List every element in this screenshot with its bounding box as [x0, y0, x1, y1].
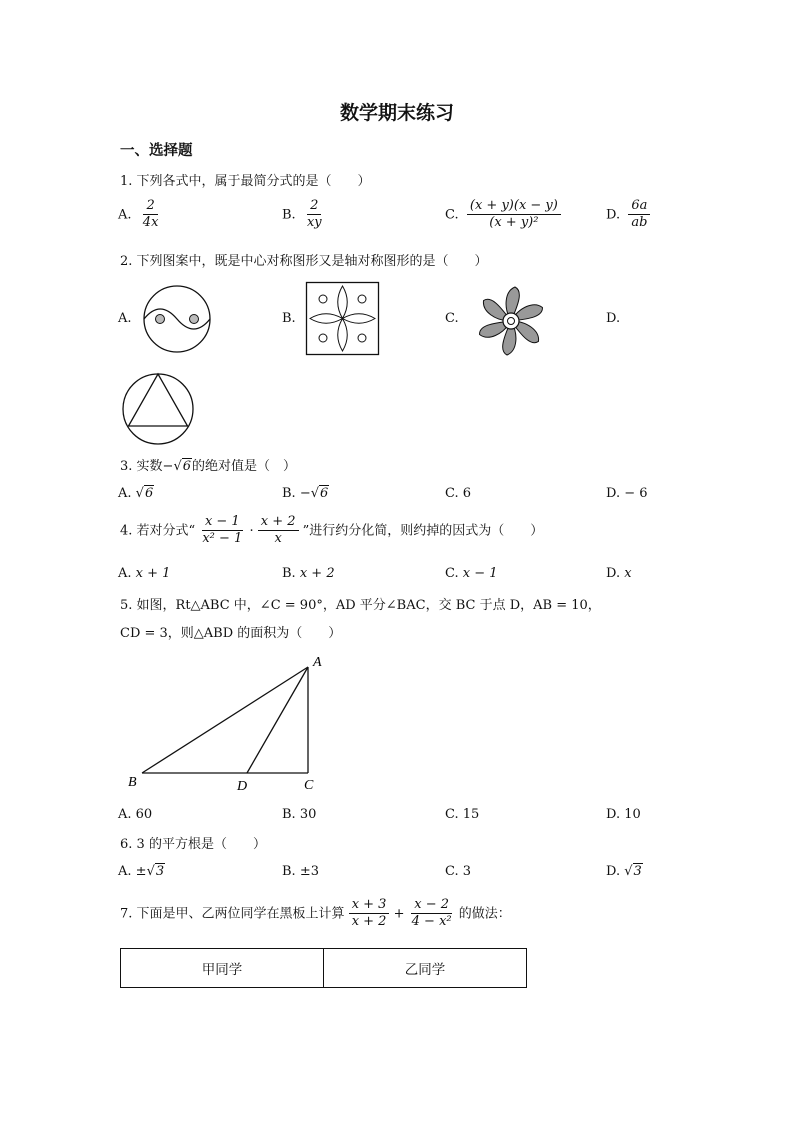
fraction: $\frac{x + 2}{x}$: [258, 515, 299, 547]
option-label: B.: [282, 207, 296, 223]
square-petals-icon: [306, 282, 380, 356]
comparison-table: [120, 948, 527, 988]
q4-option-d[interactable]: D. x: [606, 566, 632, 581]
yin-yang-icon: [143, 285, 211, 353]
table-header-student-b: 乙同学: [324, 949, 527, 988]
vertex-a-label: A: [313, 655, 322, 670]
fraction: $\frac{6a}{ab}$: [628, 199, 650, 231]
question-6-stem: 6. 3 的平方根是（ ）: [120, 837, 266, 852]
option-label: A.: [118, 207, 132, 223]
fraction: $\frac{2}{4x}$: [142, 198, 159, 231]
swirl-flower-icon: [472, 284, 550, 358]
sqrt: √6: [173, 459, 192, 474]
question-5-line2: CD = 3，则△ABD 的面积为（ ）: [120, 626, 342, 641]
q3-option-a[interactable]: A. √6: [118, 486, 154, 501]
q2-option-c[interactable]: C.: [445, 311, 459, 326]
option-label: D.: [606, 207, 621, 223]
fraction: $\frac{x - 1}{\text{x² − 1}}$: [202, 514, 243, 547]
q4-option-b[interactable]: B. x + 2: [282, 566, 335, 581]
question-1-stem: 1. 下列各式中，属于最简分式的是（ ）: [120, 174, 371, 189]
circle-triangle-icon: [122, 373, 194, 445]
fraction: $\frac{x - 2}{\text{4 − x²}}$: [411, 897, 452, 930]
question-3-stem: 3. 实数−√6的绝对值是（ ）: [120, 459, 297, 474]
vertex-b-label: B: [128, 775, 137, 790]
question-7-stem: 7. 下面是甲、乙两位同学在黑板上计算 $\frac{x + 3}{x + 2}$ + $\frac{x - 2}{\text{4 − x²}}$ 的做法：: [120, 897, 511, 930]
question-4-stem: 4. 若对分式“ $\frac{x - 1}{\text{x² − 1}}$ · $\frac{x + 2}{x}$ ”进行约分化简，则约掉的因式为（ ）: [120, 514, 544, 547]
q5-option-d[interactable]: D. 10: [606, 807, 641, 822]
q6-option-b[interactable]: B. ±3: [282, 864, 319, 879]
q6-option-a[interactable]: A. ±√3: [118, 864, 165, 879]
q5-option-c[interactable]: C. 15: [445, 807, 480, 822]
q1-option-c[interactable]: [445, 199, 561, 231]
section-heading: 一、选择题: [120, 142, 193, 159]
fraction: $\frac{2}{xy}$: [306, 198, 322, 231]
table-header-student-a: 甲同学: [121, 949, 324, 988]
q3-option-c[interactable]: C. 6: [445, 486, 472, 501]
q2-option-a[interactable]: A.: [118, 311, 132, 326]
question-5-line1: 5. 如图，Rt△ABC 中，∠C = 90°，AD 平分∠BAC，交 BC 于点 D，AB = 10，: [120, 598, 601, 613]
vertex-d-label: D: [237, 779, 248, 794]
vertex-c-label: C: [304, 778, 314, 793]
q1-option-d[interactable]: [606, 199, 650, 231]
q5-option-b[interactable]: B. 30: [282, 807, 317, 822]
q3-option-b[interactable]: B. −√6: [282, 486, 329, 501]
fraction: $\frac{(x + y)(x - y)}{\text{(x + y)²}}$: [467, 199, 561, 231]
q1-option-b[interactable]: [282, 199, 325, 231]
q6-option-c[interactable]: C. 3: [445, 864, 472, 879]
option-label: C.: [445, 207, 459, 223]
page-title: 数学期末练习: [339, 102, 454, 124]
q6-option-d[interactable]: D. √3: [606, 864, 642, 879]
triangle-figure: [120, 650, 340, 795]
q2-option-d[interactable]: D.: [606, 311, 621, 326]
fraction: $\frac{x + 3}{x + 2}$: [349, 898, 390, 930]
q2-option-b[interactable]: B.: [282, 311, 296, 326]
q4-option-c[interactable]: C. x − 1: [445, 566, 498, 581]
q3-option-d[interactable]: D. − 6: [606, 486, 648, 501]
table-row: [121, 949, 527, 988]
q4-option-a[interactable]: A. x + 1: [118, 566, 171, 581]
q5-option-a[interactable]: A. 60: [118, 807, 153, 822]
q1-option-a[interactable]: [118, 199, 161, 231]
question-2-stem: 2. 下列图案中，既是中心对称图形又是轴对称图形的是（ ）: [120, 254, 488, 269]
